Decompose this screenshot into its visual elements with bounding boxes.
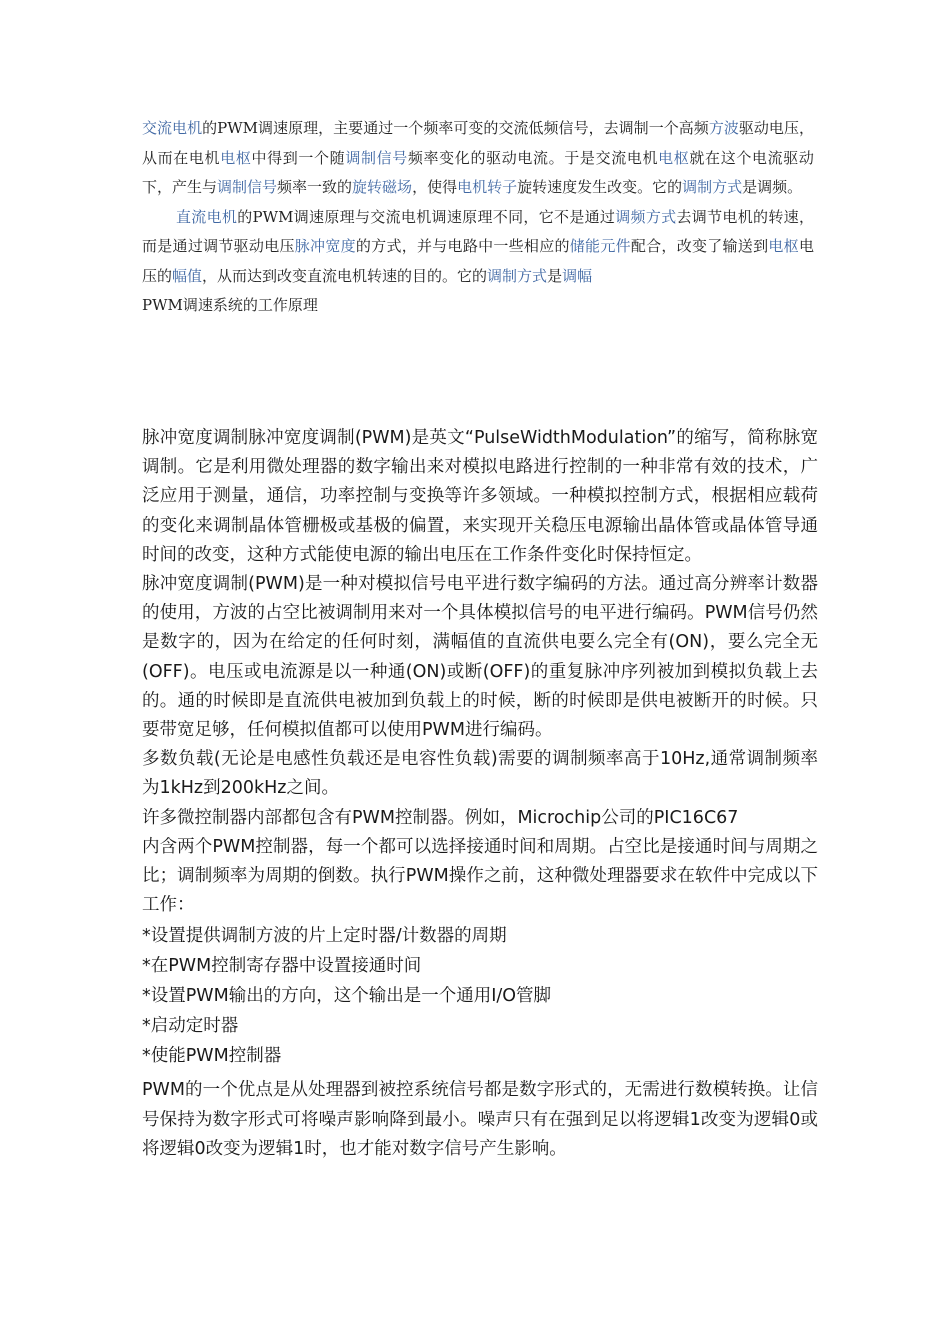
term-link[interactable]: 方波 bbox=[708, 119, 739, 137]
text-run: ，使得 bbox=[412, 178, 458, 196]
term-link[interactable]: 储能元件 bbox=[569, 237, 631, 255]
list-item: *在PWM控制寄存器中设置接通时间 bbox=[142, 956, 422, 977]
text-run: 配合，改变了输送到 bbox=[630, 237, 769, 255]
microcontroller-line-1: 许多微控制器内部都包含有PWM控制器。例如，Microchip公司的PIC16C67 bbox=[142, 807, 739, 828]
list-item: *设置PWM输出的方向，这个输出是一个通用I/O管脚 bbox=[142, 986, 552, 1007]
term-link[interactable]: 调制信号 bbox=[345, 148, 408, 167]
term-link[interactable]: 调制信号 bbox=[217, 178, 278, 196]
list-item: *使能PWM控制器 bbox=[142, 1046, 282, 1067]
term-link[interactable]: 调制方式 bbox=[682, 178, 743, 196]
paragraph-pwm-definition: 脉冲宽度调制脉冲宽度调制(PWM)是英文“PulseWidthModulation”的缩写，简称脉宽调制。它是利用微处理器的数字输出来对模拟电路进行控制的一种非常有效的技术，广泛应用于测量，通信，功率控制与变换等许多领域。一种模拟控制方式，根据相应载荷的变化来调制晶体管栅极或基极的偏置，来实现开关稳压电源输出晶体管或晶体管导通时间的改变，这种方式能使电源的输出电压在工作条件变化时保持恒定。 bbox=[142, 428, 818, 565]
term-link[interactable]: 电枢 bbox=[768, 237, 799, 255]
paragraph-load-frequency: 多数负载(无论是电感性负载还是电容性负载)需要的调制频率高于10Hz,通常调制频率为1kHz到200kHz之间。 bbox=[142, 749, 818, 799]
microcontroller-line-rest: 内含两个PWM控制器，每一个都可以选择接通时间和周期。占空比是接通时间与周期之比；调制频率为周期的倒数。执行PWM操作之前，这种微处理器要求在软件中完成以下工作： bbox=[142, 836, 818, 916]
term-link[interactable]: 旋转磁场 bbox=[352, 178, 413, 196]
text-run: 是 bbox=[547, 266, 563, 285]
text-run: 的PWM调速原理与交流电机调速原理不同，它不是通过 bbox=[237, 207, 616, 226]
text-run: 旋转速度发生改变。它的 bbox=[517, 178, 683, 196]
text-run: 去调节电机的转速，而是通过调节驱动电压 bbox=[142, 207, 814, 255]
text-run: ，从而达到改变直流电机转速的目的。它的 bbox=[202, 266, 488, 285]
paragraph-ac-motor bbox=[142, 114, 814, 203]
text-run: 电压的 bbox=[142, 237, 814, 285]
paragraph-pwm-advantage: PWM的一个优点是从处理器到被控系统信号都是数字形式的，无需进行数模转换。让信号保持为数字形式可将噪声影响降到最小。噪声只有在强到足以将逻辑1改变为逻辑0或将逻辑0改变为逻辑1时，也才能对数字信号产生影响。 bbox=[142, 1080, 818, 1159]
section-pwm-principle bbox=[142, 424, 818, 1164]
term-link[interactable]: 电枢 bbox=[658, 148, 690, 167]
term-link[interactable]: 调制方式 bbox=[487, 266, 548, 285]
term-link[interactable]: 脉冲宽度 bbox=[294, 237, 356, 255]
term-link[interactable]: 电枢 bbox=[220, 148, 252, 167]
text-run: 的PWM调速原理，主要通过一个频率可变的交流低频信号，去调制一个高频 bbox=[202, 119, 709, 137]
text-run: 就在这个电流驱动下，产生与 bbox=[142, 148, 814, 196]
text-run: 频率一致的 bbox=[277, 178, 353, 196]
term-link[interactable]: 交流电机 bbox=[142, 119, 203, 137]
term-link[interactable]: 幅值 bbox=[172, 266, 203, 285]
section-heading: PWM调速系统的工作原理 bbox=[142, 296, 318, 314]
paragraph-microcontroller bbox=[142, 804, 818, 921]
text-run: 驱动电压，从而在电机 bbox=[142, 119, 814, 167]
term-link[interactable]: 电机转子 bbox=[457, 178, 518, 196]
text-run: 频率变化的驱动电流。于是交流电机 bbox=[407, 148, 659, 167]
paragraph-pwm-encoding: 脉冲宽度调制(PWM)是一种对模拟信号电平进行数字编码的方法。通过高分辨率计数器的使用，方波的占空比被调制用来对一个具体模拟信号的电平进行编码。PWM信号仍然是数字的，因为在给定的任何时刻，满幅值的直流供电要么完全有(ON)，要么完全无(OFF)。电压或电流源是以一种通(ON)或断(OFF)的重复脉冲序列被加到模拟负载上去的。通的时候即是直流供电被加到负载上的时候，断的时候即是供电被断开的时候。只要带宽足够，任何模拟值都可以使用PWM进行编码。 bbox=[142, 574, 818, 741]
text-run: 是调频。 bbox=[742, 178, 803, 196]
term-link[interactable]: 调幅 bbox=[562, 266, 593, 285]
text-run: 中得到一个随 bbox=[251, 148, 346, 167]
list-item: *设置提供调制方波的片上定时器/计数器的周期 bbox=[142, 926, 507, 947]
list-item: *启动定时器 bbox=[142, 1016, 239, 1037]
term-link[interactable]: 直流电机 bbox=[176, 207, 238, 226]
section-motor-speed-control bbox=[142, 114, 814, 321]
text-run: 的方式，并与电路中一些相应的 bbox=[355, 237, 570, 255]
term-link[interactable]: 调频方式 bbox=[615, 207, 677, 226]
paragraph-dc-motor bbox=[142, 203, 814, 292]
